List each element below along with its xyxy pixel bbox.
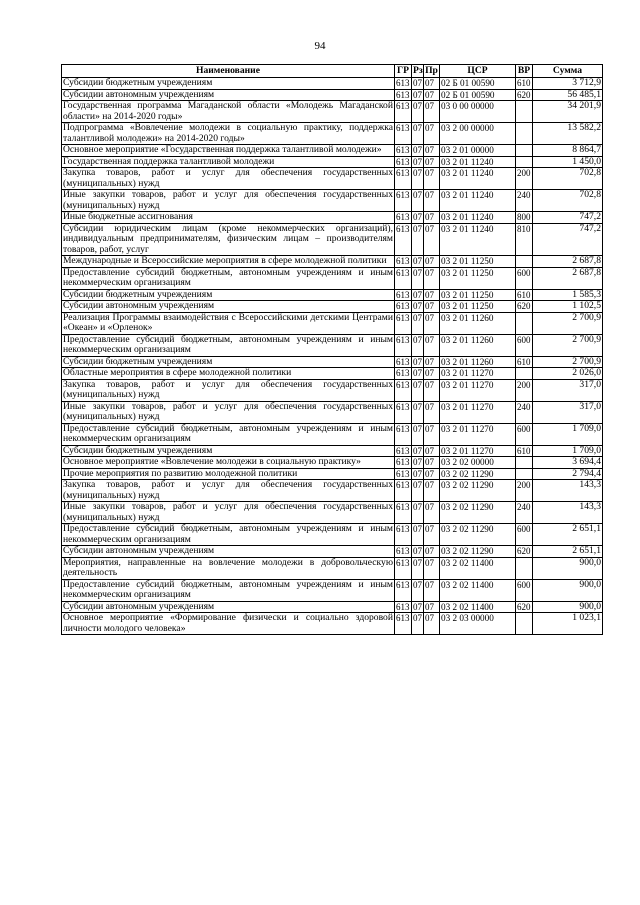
row-name: Мероприятия, направленные на вовлечение молодежи в добровольческую деятельность [63,556,393,578]
row-pr: 07 [424,423,440,445]
row-vr: 800 [517,212,531,222]
row-csr: 03 2 01 11270 [440,423,516,445]
row-gr: 613 [396,601,410,612]
row-name: Подпрограмма «Вовлечение молодежи в социальную практику, поддержка талантливой молодежи» на 2014-2020 годы» [63,122,393,144]
table-row [62,557,603,579]
row-sum: 1 023,1 [533,613,603,635]
row-pr: 07 [424,101,440,123]
row-vr: 600 [516,267,533,289]
row-name: Иные бюджетные ассигнования [62,212,395,224]
row-csr: 03 2 02 11290 [440,502,516,524]
row-gr: 613 [395,502,412,524]
row-sum: 2 687,8 [533,267,603,289]
table-row [62,301,603,313]
row-rz: 07 [412,168,424,190]
table-row [62,223,603,256]
table-row [62,256,603,268]
row-rz: 07 [413,212,422,222]
row-name: Предоставление субсидий бюджетным, автономным учреждениям и иным некоммерческим организациям [63,333,393,355]
row-vr: 240 [516,502,533,524]
row-gr: 613 [395,480,412,502]
row-sum: 1 585,3 [533,289,603,301]
row-pr: 07 [424,401,440,423]
row-name: Иные закупки товаров, работ и услуг для обеспечения государственных (муниципальных) нужд [63,400,393,422]
row-name: Государственная программа Магаданской области «Молодежь Магаданской области» на 2014-2020 годы» [63,100,393,122]
row-sum: 2 700,9 [533,334,603,356]
row-sum: 317,0 [533,401,603,423]
row-gr: 613 [396,78,410,88]
row-gr: 613 [396,445,410,456]
row-name: Закупка товаров, работ и услуг для обеспечения государственных (муниципальных) нужд [63,167,393,189]
table-row [62,468,603,480]
row-gr: 613 [395,579,412,601]
row-gr: 613 [395,190,412,212]
row-vr: 200 [516,379,533,401]
table-row [62,613,603,635]
table-row [62,190,603,212]
row-csr: 03 2 01 11240 [440,168,516,190]
row-csr: 02 Б 01 00590 [440,78,516,90]
row-gr: 613 [395,334,412,356]
row-name: Субсидии автономным учреждениям [62,601,395,613]
table-row [62,267,603,289]
row-gr: 613 [396,212,410,222]
row-rz: 07 [412,613,424,635]
table-row [62,601,603,613]
row-sum: 143,3 [533,502,603,524]
row-csr: 03 2 01 11250 [440,267,516,289]
row-gr: 613 [395,223,412,256]
row-csr: 03 2 02 11290 [440,468,516,480]
row-pr: 07 [424,379,440,401]
row-csr: 03 2 01 11260 [440,312,516,334]
row-sum: 1 709,0 [533,445,603,457]
row-rz: 07 [413,289,422,300]
row-sum: 900,0 [533,579,603,601]
row-rz: 07 [413,445,422,456]
row-gr: 613 [396,301,410,311]
row-csr: 03 2 03 00000 [440,613,516,635]
row-vr: 600 [516,579,533,601]
row-vr: 600 [516,524,533,546]
row-name: Субсидии бюджетным учреждениям [62,445,395,457]
row-csr: 03 0 00 00000 [440,101,516,123]
row-pr: 07 [424,267,440,289]
row-name: Субсидии автономным учреждениям [62,301,395,313]
row-rz: 07 [413,145,422,155]
table-row [62,145,603,157]
row-sum: 900,0 [533,601,603,613]
row-gr: 613 [395,613,412,635]
row-name: Основное мероприятие «Государственная поддержка талантливой молодежи» [62,145,395,157]
row-sum: 317,0 [533,379,603,401]
row-gr: 613 [396,468,410,479]
table-row [62,212,603,224]
row-gr: 613 [395,168,412,190]
row-csr: 03 2 01 11270 [440,368,516,380]
row-csr: 03 2 01 11260 [440,334,516,356]
row-csr: 03 2 02 11290 [440,480,516,502]
row-sum: 702,8 [533,168,603,190]
row-rz: 07 [412,267,424,289]
row-gr: 613 [395,524,412,546]
header-name: Наименование [62,65,395,78]
page-number: 94 [314,40,326,52]
row-pr: 07 [424,546,440,558]
row-gr: 613 [395,101,412,123]
table-row [62,457,603,469]
row-vr: 600 [516,334,533,356]
table-row [62,334,603,356]
row-name: Предоставление субсидий бюджетным, автономным учреждениям и иным некоммерческим организациям [63,266,393,288]
row-name: Закупка товаров, работ и услуг для обеспечения государственных (муниципальных) нужд [63,378,393,400]
row-name: Государственная поддержка талантливой молодежи [62,156,395,168]
table-row [62,579,603,601]
row-rz: 07 [413,78,422,88]
row-gr: 613 [396,289,410,300]
row-gr: 613 [396,457,410,467]
row-vr [516,256,533,268]
row-name: Международные и Всероссийские мероприятия в сфере молодежной политики [62,256,395,268]
row-name: Субсидии автономным учреждениям [62,89,395,101]
row-rz: 07 [412,190,424,212]
row-pr: 07 [424,223,440,256]
row-sum: 2 794,4 [533,468,603,480]
row-name: Иные закупки товаров, работ и услуг для обеспечения государственных (муниципальных) нужд [63,501,393,523]
row-sum: 8 864,7 [533,145,603,157]
row-name: Прочие мероприятия по развитию молодежной политики [62,468,395,480]
row-pr: 07 [424,468,440,480]
table-row [62,123,603,145]
row-rz: 07 [413,468,422,479]
row-name: Закупка товаров, работ и услуг для обеспечения государственных (муниципальных) нужд [63,479,393,501]
row-pr: 07 [424,78,440,90]
row-rz: 07 [412,123,424,145]
row-sum: 13 582,2 [533,123,603,145]
table-row [62,445,603,457]
row-gr: 613 [396,156,410,167]
row-name: Субсидии бюджетным учреждениям [62,78,395,90]
header-pr: Пр [425,64,438,76]
row-vr: 620 [517,301,531,311]
table-row [62,368,603,380]
row-sum: 2 026,0 [533,368,603,380]
row-rz: 07 [412,579,424,601]
row-vr [516,468,533,480]
row-sum: 1 102,5 [533,301,603,313]
row-name: Иные закупки товаров, работ и услуг для обеспечения государственных (муниципальных) нужд [63,189,393,211]
row-sum: 2 651,1 [533,524,603,546]
row-gr: 613 [396,356,410,367]
row-gr: 613 [396,89,410,100]
row-csr: 03 2 02 11290 [440,546,516,558]
row-rz: 07 [412,557,424,579]
row-csr: 03 2 01 11260 [440,356,516,368]
row-pr: 07 [424,502,440,524]
row-rz: 07 [412,101,424,123]
row-csr: 03 2 00 00000 [440,123,516,145]
row-sum: 1 450,0 [533,156,603,168]
table-row [62,401,603,423]
table-row [62,89,603,101]
row-gr: 613 [395,557,412,579]
budget-table [61,64,603,635]
row-sum: 2 700,9 [533,356,603,368]
row-csr: 02 Б 01 00590 [440,89,516,101]
row-csr: 03 2 01 11240 [440,223,516,256]
row-rz: 07 [413,457,422,467]
row-pr: 07 [424,334,440,356]
row-rz: 07 [413,156,422,167]
row-pr: 07 [424,601,440,613]
row-vr: 620 [517,89,531,100]
table-header-row [62,65,603,78]
table-row [62,356,603,368]
header-csr: ЦСР [440,65,516,78]
row-pr: 07 [424,312,440,334]
row-sum: 2 687,8 [533,256,603,268]
row-csr: 03 2 02 00000 [440,457,516,469]
row-vr: 810 [516,223,533,256]
row-csr: 03 2 01 11270 [440,445,516,457]
table-row [62,168,603,190]
row-sum: 1 709,0 [533,423,603,445]
row-name: Предоставление субсидий бюджетным, автономным учреждениям и иным некоммерческим организациям [63,578,393,600]
row-rz: 07 [412,312,424,334]
row-rz: 07 [412,223,424,256]
table-row [62,423,603,445]
row-vr: 620 [517,546,531,556]
row-csr: 03 2 02 11290 [440,524,516,546]
row-pr: 07 [424,579,440,601]
row-sum: 900,0 [533,557,603,579]
row-vr [516,368,533,380]
row-sum: 56 485,1 [533,89,603,101]
row-gr: 613 [396,145,410,155]
row-sum: 702,8 [533,190,603,212]
row-vr: 610 [517,78,531,88]
table-row [62,312,603,334]
row-vr [516,312,533,334]
row-csr: 03 2 01 11250 [440,256,516,268]
row-vr: 200 [516,168,533,190]
row-pr: 07 [424,613,440,635]
row-csr: 03 2 01 11240 [440,156,516,168]
row-pr: 07 [424,480,440,502]
row-gr: 613 [395,123,412,145]
row-csr: 03 2 01 11240 [440,190,516,212]
row-vr [516,557,533,579]
row-gr: 613 [396,256,410,266]
row-name: Предоставление субсидий бюджетным, автономным учреждениям и иным некоммерческим организациям [63,523,393,545]
row-rz: 07 [412,423,424,445]
row-pr: 07 [424,301,440,313]
table-row [62,289,603,301]
row-pr: 07 [424,368,440,380]
row-sum: 3 694,4 [533,457,603,469]
row-name: Реализация Программы взаимодействия с Всероссийскими детскими Центрами «Океан» и «Орленок» [63,311,393,333]
row-pr: 07 [424,445,440,457]
row-name: Основное мероприятие «Формирование физически и социально здоровой личности молодого человека» [63,612,393,634]
row-pr: 07 [424,156,440,168]
table-row [62,156,603,168]
row-name: Основное мероприятие «Вовлечение молодежи в социальную практику» [62,457,395,469]
row-rz: 07 [413,368,422,378]
row-rz: 07 [413,89,422,100]
row-rz: 07 [413,256,422,266]
row-pr: 07 [424,168,440,190]
row-sum: 2 700,9 [533,312,603,334]
table-row [62,101,603,123]
row-name: Субсидии бюджетным учреждениям [62,289,395,301]
row-rz: 07 [412,401,424,423]
table-row [62,480,603,502]
row-sum: 143,3 [533,480,603,502]
row-vr: 610 [517,356,531,367]
row-csr: 03 2 02 11400 [440,557,516,579]
header-rz: Рз [413,64,423,76]
row-rz: 07 [413,601,422,612]
row-vr [516,613,533,635]
row-rz: 07 [412,502,424,524]
row-pr: 07 [424,190,440,212]
row-pr: 07 [424,123,440,145]
row-sum: 34 201,9 [533,101,603,123]
row-gr: 613 [395,423,412,445]
row-vr: 240 [516,401,533,423]
row-csr: 03 2 02 11400 [440,601,516,613]
row-vr [516,101,533,123]
row-csr: 03 2 02 11400 [440,579,516,601]
row-sum: 3 712,9 [533,78,603,90]
row-vr [516,145,533,157]
row-pr: 07 [424,457,440,469]
row-csr: 03 2 01 11270 [440,401,516,423]
row-rz: 07 [413,546,422,556]
row-rz: 07 [412,524,424,546]
row-gr: 613 [395,379,412,401]
table-row [62,78,603,90]
row-pr: 07 [424,557,440,579]
header-vr: ВР [516,65,533,78]
table-row [62,524,603,546]
row-sum: 747,2 [533,223,603,256]
row-vr [516,457,533,469]
header-sum: Сумма [533,65,603,78]
row-vr: 610 [517,445,531,456]
row-rz: 07 [413,301,422,311]
row-csr: 03 2 01 11270 [440,379,516,401]
row-vr: 240 [516,190,533,212]
row-vr: 600 [516,423,533,445]
row-vr [516,156,533,168]
row-pr: 07 [424,524,440,546]
row-name: Областные мероприятия в сфере молодежной политики [62,368,395,380]
row-rz: 07 [412,379,424,401]
row-pr: 07 [424,89,440,101]
row-name: Субсидии автономным учреждениям [62,546,395,558]
row-gr: 613 [395,267,412,289]
row-rz: 07 [412,334,424,356]
row-csr: 03 2 01 11250 [440,289,516,301]
row-csr: 03 2 01 11240 [440,212,516,224]
row-vr: 620 [517,601,531,612]
header-gr: ГР [395,65,412,78]
row-pr: 07 [424,145,440,157]
row-sum: 2 651,1 [533,546,603,558]
row-name: Субсидии бюджетным учреждениям [62,356,395,368]
row-gr: 613 [395,312,412,334]
table-row [62,502,603,524]
row-vr: 610 [517,289,531,300]
row-gr: 613 [396,368,410,378]
row-vr [516,123,533,145]
row-csr: 03 2 01 00000 [440,145,516,157]
row-sum: 747,2 [533,212,603,224]
row-csr: 03 2 01 11250 [440,301,516,313]
row-vr: 200 [516,480,533,502]
row-gr: 613 [396,546,410,556]
row-pr: 07 [424,212,440,224]
table-row [62,546,603,558]
row-pr: 07 [424,356,440,368]
row-rz: 07 [412,480,424,502]
row-gr: 613 [395,401,412,423]
row-pr: 07 [424,289,440,301]
row-name: Предоставление субсидий бюджетным, автономным учреждениям и иным некоммерческим организациям [63,422,393,444]
row-pr: 07 [424,256,440,268]
table-row [62,379,603,401]
row-name: Субсидии юридическим лицам (кроме некоммерческих организаций), индивидуальным предпринимателям, физическим лицам – производителям товаров, работ, услуг [63,222,393,255]
row-rz: 07 [413,356,422,367]
